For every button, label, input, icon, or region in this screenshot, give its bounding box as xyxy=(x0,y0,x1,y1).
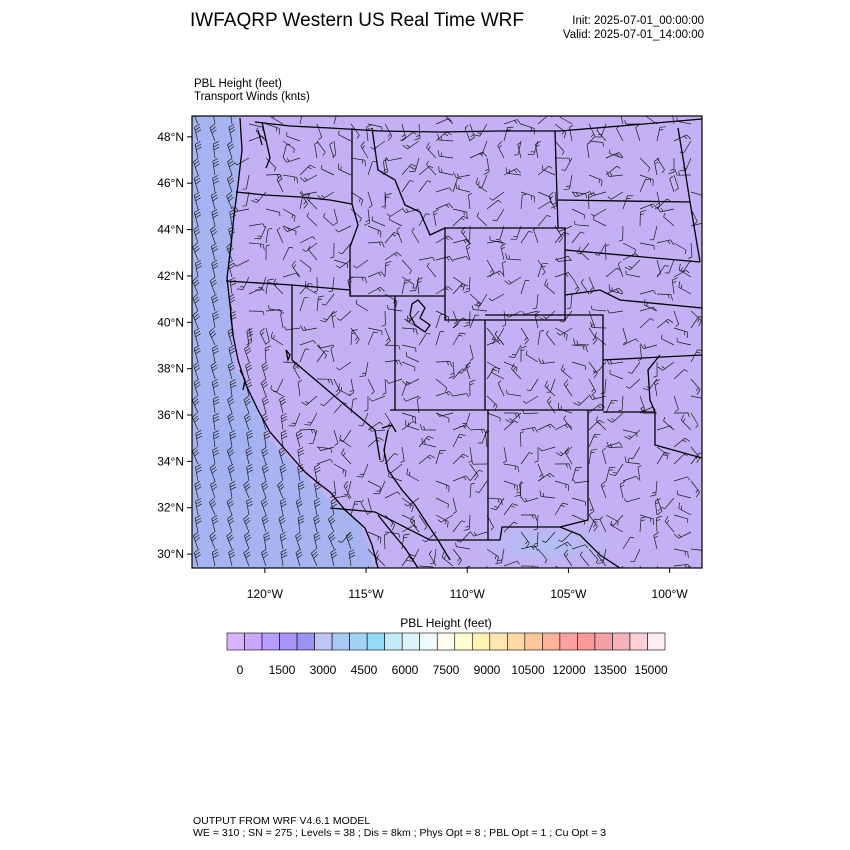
colorbar-swatch xyxy=(542,633,560,650)
colorbar-swatch xyxy=(630,633,648,650)
lat-tick-label: 44°N xyxy=(157,222,184,237)
colorbar-labels xyxy=(237,663,668,677)
colorbar-swatch xyxy=(280,633,298,650)
colorbar-swatch xyxy=(227,633,245,650)
colorbar-label: 9000 xyxy=(473,663,501,677)
init-time: Init: 2025-07-01_00:00:00 xyxy=(572,15,704,27)
colorbar-label: 13500 xyxy=(593,663,627,677)
latitude-axis xyxy=(157,130,192,561)
lat-tick-label: 42°N xyxy=(157,268,184,283)
colorbar-swatch xyxy=(385,633,403,650)
footer-config-line: WE = 310 ; SN = 275 ; Levels = 38 ; Dis = 8km ; Phys Opt = 8 ; PBL Opt = 1 ; Cu Opt = 3 xyxy=(193,826,607,839)
lat-tick-label: 48°N xyxy=(157,129,184,144)
colorbar-swatch xyxy=(437,633,455,650)
lon-tick-label: 120°W xyxy=(246,587,283,601)
lat-tick-label: 36°N xyxy=(157,408,184,423)
colorbar-swatch xyxy=(315,633,333,650)
footer-model-line: OUTPUT FROM WRF V4.6.1 MODEL xyxy=(193,815,371,827)
lon-tick-label: 100°W xyxy=(651,587,688,601)
colorbar-swatch xyxy=(402,633,420,650)
lat-tick-label: 32°N xyxy=(157,500,184,515)
colorbar-swatch xyxy=(367,633,385,650)
lon-tick-label: 110°W xyxy=(449,587,485,601)
lat-tick-label: 34°N xyxy=(157,454,184,469)
colorbar-swatch xyxy=(455,633,473,650)
colorbar-swatch xyxy=(595,633,613,650)
colorbar-swatch xyxy=(525,633,543,650)
colorbar-label: 15000 xyxy=(634,663,668,677)
lat-tick-label: 46°N xyxy=(157,176,184,191)
page-title: IWFAQRP Western US Real Time WRF xyxy=(190,10,524,31)
colorbar-label: 12000 xyxy=(552,663,586,677)
colorbar-title: PBL Height (feet) xyxy=(400,616,492,630)
lon-tick-label: 105°W xyxy=(550,587,587,601)
colorbar-label: 6000 xyxy=(391,663,419,677)
lon-tick-label: 115°W xyxy=(348,587,384,601)
colorbar-swatch xyxy=(507,633,525,650)
colorbar-swatch xyxy=(350,633,368,650)
colorbar-label: 3000 xyxy=(309,663,337,677)
colorbar xyxy=(227,633,665,650)
primary-field-label: PBL Height (feet) xyxy=(194,78,282,90)
colorbar-swatch xyxy=(245,633,263,650)
colorbar-swatch xyxy=(332,633,350,650)
longitude-axis xyxy=(247,568,689,601)
colorbar-swatch xyxy=(472,633,490,650)
colorbar-swatch xyxy=(560,633,578,650)
lat-tick-label: 38°N xyxy=(157,361,184,376)
colorbar-swatch xyxy=(647,633,665,650)
lat-tick-label: 30°N xyxy=(157,547,184,562)
lat-tick-label: 40°N xyxy=(157,315,184,330)
colorbar-swatch xyxy=(490,633,508,650)
model-info-footer xyxy=(193,816,606,839)
valid-time: Valid: 2025-07-01_14:00:00 xyxy=(562,29,704,41)
map-area xyxy=(190,107,707,583)
colorbar-label: 10500 xyxy=(511,663,545,677)
colorbar-swatch xyxy=(420,633,438,650)
colorbar-swatch xyxy=(262,633,280,650)
colorbar-swatch xyxy=(612,633,630,650)
colorbar-label: 0 xyxy=(236,663,244,677)
colorbar-swatch xyxy=(577,633,595,650)
colorbar-label: 4500 xyxy=(350,663,378,677)
colorbar-swatch xyxy=(297,633,315,650)
secondary-field-label: Transport Winds (knts) xyxy=(194,90,310,103)
colorbar-label: 1500 xyxy=(268,663,296,677)
colorbar-label: 7500 xyxy=(432,663,460,677)
